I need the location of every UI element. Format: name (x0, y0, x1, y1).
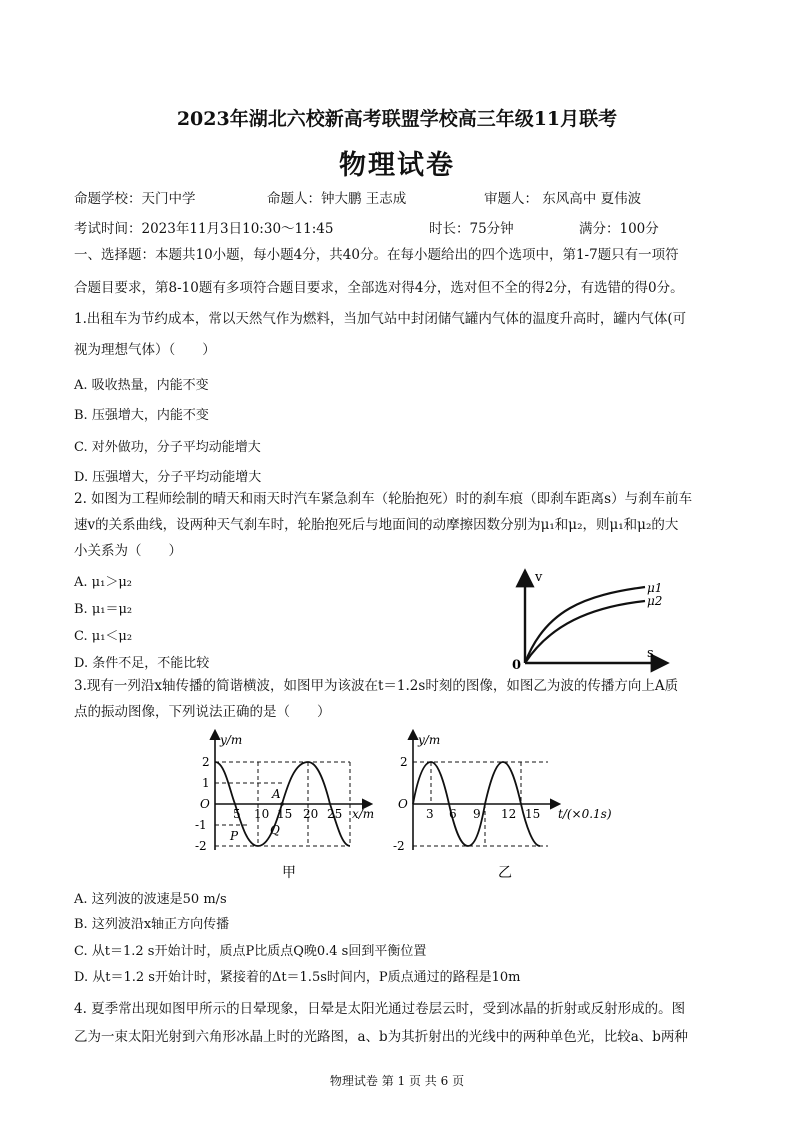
curve-mu2-label: μ2 (647, 594, 663, 608)
origin-o: O (398, 797, 408, 811)
q3-option-a: A. 这列波的波速是50 m/s (74, 892, 227, 907)
y-tick-m1: -1 (195, 818, 207, 832)
y-tick-1: 1 (202, 776, 210, 790)
x-tick-5: 5 (233, 807, 241, 821)
q3-option-d: D. 从t＝1.2 s开始计时，紧接着的Δt＝1.5s时间内，P质点通过的路程是10m (74, 970, 521, 985)
q1-option-c: C. 对外做功，分子平均动能增大 (74, 440, 261, 455)
q2-vs-figure (505, 565, 685, 675)
origin-o: O (200, 797, 210, 811)
point-a (280, 802, 284, 806)
q3-stem-line2: 点的振动图像，下列说法正确的是（ ） (74, 704, 331, 720)
t-tick-9: 9 (473, 807, 481, 821)
caption-yi: 乙 (498, 865, 512, 881)
x-axis-label: x/m (352, 807, 375, 821)
meta-score: 满分：100分 (579, 221, 659, 237)
subject-title: 物理试卷 (339, 150, 455, 181)
q1-option-d: D. 压强增大，分子平均动能增大 (74, 470, 262, 485)
q3-vibration-graph-b (388, 722, 628, 882)
section-intro-line2: 合题目要求，第8-10题有多项符合题目要求，全部选对得4分，选对但不全的得2分，有选错的得0分。 (74, 280, 684, 296)
q2-stem-line3: 小关系为（ ） (74, 543, 182, 559)
q1-stem-line1: 1.出租车为节约成本，常以天然气作为燃料，当加气站中封闭储气罐内气体的温度升高时，罐内气体(可 (74, 311, 687, 327)
y-axis-label: y/m (220, 733, 243, 747)
y-tick-m2: -2 (195, 839, 207, 853)
x-tick-25: 25 (327, 807, 343, 821)
x-tick-20: 20 (303, 807, 319, 821)
t-tick-6: 6 (449, 807, 457, 821)
t-tick-15: 15 (525, 807, 541, 821)
caption-jia: 甲 (282, 865, 296, 881)
q2-stem-line2: 速v的关系曲线，设两种天气刹车时，轮胎抱死后与地面间的动摩擦因数分别为μ₁和μ₂，则μ₁和μ₂的大 (74, 517, 679, 533)
meta-reviewer: 审题人： 东风高中 夏伟波 (484, 191, 642, 207)
t-tick-12: 12 (501, 807, 517, 821)
q4-stem-line2: 乙为一束太阳光射到六角形冰晶上时的光路图，a、b为其折射出的光线中的两种单色光，比较a、b两种 (74, 1029, 688, 1045)
q3-stem-line1: 3.现有一列沿x轴传播的简谐横波，如图甲为该波在t＝1.2s时刻的图像，如图乙为波的传播方向上A质 (74, 678, 679, 694)
q2-option-d: D. 条件不足，不能比较 (74, 656, 210, 671)
curve-mu1 (525, 587, 645, 663)
q3-option-c: C. 从t＝1.2 s开始计时，质点P比质点Q晚0.4 s回到平衡位置 (74, 944, 427, 959)
q3-wave-graph-a (190, 722, 390, 882)
meta-school: 命题学校：天门中学 (74, 191, 196, 207)
y-tick-2: 2 (202, 755, 210, 769)
meta-duration: 时长：75分钟 (429, 221, 514, 237)
meta-authors: 命题人：钟大鹏 王志成 (267, 191, 407, 207)
point-q-label: Q (270, 823, 280, 837)
q3-option-b: B. 这列波沿x轴正方向传播 (74, 917, 230, 932)
q4-stem-line1: 4. 夏季常出现如图甲所示的日晕现象，日晕是太阳光通过卷层云时，受到冰晶的折射或反射形成的。图 (74, 1001, 686, 1017)
q1-stem-line2: 视为理想气体）（ ） (74, 342, 216, 358)
y-axis-label: y/m (418, 733, 441, 747)
s-axis-label: s (647, 646, 654, 661)
page-footer: 物理试卷 第 1 页 共 6 页 (329, 1074, 465, 1088)
q1-option-a: A. 吸收热量，内能不变 (74, 378, 209, 393)
point-a-label: A (272, 787, 281, 801)
exam-title: 2023年湖北六校新高考联盟学校高三年级11月联考 (176, 108, 618, 130)
point-p-label: P (230, 829, 239, 843)
y-tick-m2: -2 (393, 839, 405, 853)
q2-option-b: B. μ₁＝μ₂ (74, 602, 133, 617)
origin-label: 0 (512, 658, 522, 673)
t-axis-label: t/(×0.1s) (558, 807, 612, 821)
q1-option-b: B. 压强增大，内能不变 (74, 408, 209, 423)
v-axis-label: v (535, 570, 543, 585)
section-intro-line1: 一、选择题：本题共10小题，每小题4分，共40分。在每小题给出的四个选项中，第1-7题只有一项符 (74, 247, 679, 263)
q2-option-a: A. μ₁＞μ₂ (74, 575, 132, 590)
t-tick-3: 3 (426, 807, 434, 821)
curve-mu1-label: μ1 (647, 581, 663, 595)
q2-option-c: C. μ₁＜μ₂ (74, 629, 133, 644)
meta-time: 考试时间：2023年11月3日10:30～11:45 (74, 221, 334, 237)
x-tick-15: 15 (277, 807, 293, 821)
q2-stem-line1: 2. 如图为工程师绘制的晴天和雨天时汽车紧急刹车（轮胎抱死）时的刹车痕（即刹车距离s）与刹车前车 (74, 491, 693, 507)
x-tick-10: 10 (254, 807, 270, 821)
y-tick-2: 2 (400, 755, 408, 769)
